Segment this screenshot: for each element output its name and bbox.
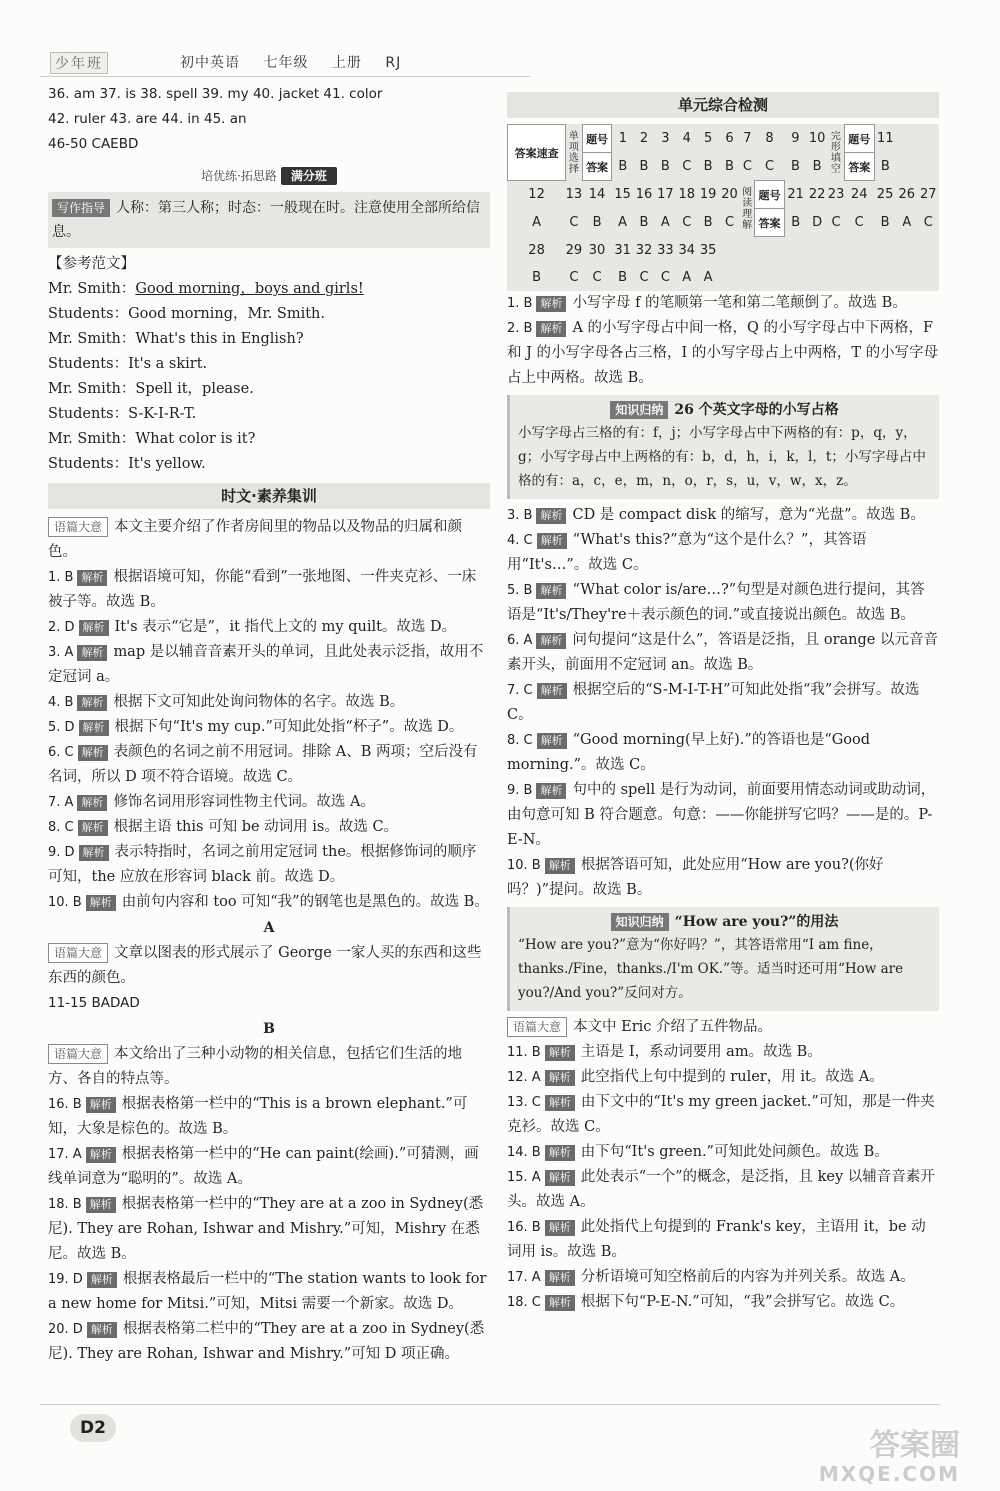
explanation-tag: 解析 <box>77 795 107 811</box>
question-number: 34 <box>678 242 695 258</box>
sample-line: Students：S-K-I-R-T. <box>48 406 197 422</box>
question-number: 8 <box>765 131 774 146</box>
explanation-tag: 解析 <box>545 1170 575 1186</box>
explanation-tag: 解析 <box>77 645 107 661</box>
question-number: 7. C <box>507 683 533 698</box>
explanation-tag: 解析 <box>77 695 107 711</box>
question-number: 30 <box>588 242 606 258</box>
knowledge-box <box>507 395 939 499</box>
explanation-item <box>507 316 939 391</box>
question-number: 2 <box>639 131 649 146</box>
sample-line: Mr. Smith：What's this in English? <box>48 331 304 347</box>
answer-label: 答案 <box>582 153 612 181</box>
main-idea <box>507 1015 939 1040</box>
sample-title: 【参考范文】 <box>48 256 135 272</box>
explanation-tag: 解析 <box>545 858 575 874</box>
page-header <box>40 46 510 80</box>
explanation-text: 根据表格第一栏中的“He can paint(绘画).”可猜测，画线单词意为“聪明的”。故选 A。 <box>48 1146 479 1187</box>
sample-line: Students：It's a skirt. <box>48 356 208 372</box>
explanation-tag: 解析 <box>79 720 109 736</box>
explanation-text: 小写字母 f 的笔顺第一笔和第二笔颠倒了。故选 B。 <box>572 295 907 311</box>
question-number: 31 <box>614 242 631 258</box>
explanation-text: map 是以辅音音素开头的单词，且此处表示泛指，故用不定冠词 a。 <box>48 644 484 685</box>
main-idea-tag: 语篇大意 <box>48 517 108 537</box>
explanations <box>507 1040 939 1315</box>
filler <box>719 237 939 265</box>
watermark: 答案圈 <box>870 1428 960 1463</box>
answer-cell: B <box>725 159 734 174</box>
watermark-url: MXQE.COM <box>818 1462 960 1486</box>
banner <box>48 167 490 184</box>
knowledge-body: 小写字母占三格的有：f，j；小写字母占中下两格的有：p，q，y，g；小写字母占中上两格的有：b，d，h，i，k，l，t；小写字母占中格的有：a，c，e，m，n，o，r，s，u，v，w，x，z。 <box>518 425 926 489</box>
question-number: 14. B <box>507 1145 541 1160</box>
question-number: 10 <box>808 131 826 146</box>
main-idea <box>48 1042 490 1092</box>
sample-list <box>48 302 490 477</box>
explanation-tag: 解析 <box>537 733 567 749</box>
question-number: 25 <box>876 187 894 202</box>
question-number: 10. B <box>48 895 82 910</box>
explanation-tag: 解析 <box>545 1070 575 1086</box>
passage-label: B <box>263 1021 275 1037</box>
question-number: 3. A <box>48 645 74 660</box>
answer-cell: B <box>790 159 800 174</box>
explanation-text: 根据下句“It's my cup.”可知此处指“杯子”。故选 D。 <box>114 719 464 735</box>
edition: RJ <box>385 55 402 71</box>
footer-divider <box>40 1404 940 1405</box>
explanation-tag: 解析 <box>536 296 566 312</box>
answer-cell: B <box>791 215 801 230</box>
explanation-tag: 解析 <box>86 1197 116 1213</box>
main-idea-tag: 语篇大意 <box>48 1044 108 1064</box>
explanation-item <box>507 1040 939 1065</box>
answer-line: 42. ruler 43. are 44. in 45. an <box>48 111 247 127</box>
question-number: 19 <box>699 187 717 202</box>
question-number: 7 <box>743 131 752 146</box>
explanation-item <box>48 815 490 840</box>
question-number: 16. B <box>507 1220 541 1235</box>
question-number: 16. B <box>48 1097 82 1112</box>
answer-cell: B <box>880 159 890 174</box>
question-number: 10. B <box>507 858 541 873</box>
explanation-item <box>48 1317 490 1367</box>
qno-label: 题号 <box>755 181 785 209</box>
brand-logo: 少年班 <box>50 52 108 74</box>
question-number: 1. B <box>48 570 74 585</box>
knowledge-title: 26 个英文字母的小写占格 <box>674 402 839 418</box>
explanation-text: 问句提问“这是什么”，答语是泛指，且 orange 以元音音素开头，前面用不定冠词 an。故选 B。 <box>507 632 938 673</box>
section-title: 单元综合检测 <box>507 92 939 118</box>
question-number: 18. C <box>507 1295 541 1310</box>
explanation-tag: 解析 <box>545 1095 575 1111</box>
explanation-tag: 解析 <box>545 1145 575 1161</box>
question-number: 3 <box>661 131 670 146</box>
section-title: 时文·素养集训 <box>48 483 490 509</box>
explanation-item <box>507 1090 939 1140</box>
question-number: 17. A <box>507 1270 541 1285</box>
answer-cell: A <box>682 270 692 285</box>
answer-line: 36. am 37. is 38. spell 39. my 40. jacket 41. color <box>48 86 383 102</box>
answer-cell: B <box>703 215 713 230</box>
explanation-text: 根据表格第一栏中的“This is a brown elephant.”可知，大象是棕色的。故选 B。 <box>48 1096 468 1137</box>
answer-cell: B <box>703 159 713 174</box>
question-number: 17. A <box>48 1147 82 1162</box>
question-number: 13. C <box>507 1095 541 1110</box>
answer-cell: A <box>618 215 628 230</box>
explanation-item <box>48 890 490 915</box>
explanation-text: 由前句内容和 too 可知“我”的钢笔也是黑色的。故选 B。 <box>121 894 489 910</box>
explanation-tag: 解析 <box>86 895 116 911</box>
main-idea <box>48 515 490 565</box>
question-number: 1 <box>618 131 627 146</box>
explanation-item <box>48 1142 490 1192</box>
knowledge-tag: 知识归纳 <box>611 913 669 931</box>
explanation-tag: 解析 <box>545 1220 575 1236</box>
header-divider <box>40 76 530 77</box>
writing-tag: 写作指导 <box>52 199 110 217</box>
explanation-item <box>48 740 490 790</box>
explanation-text: 此处指代上句提到的 Frank's key，主语用 it，be 动词用 is。故选 B。 <box>507 1219 926 1260</box>
question-number: 2. B <box>507 321 533 336</box>
question-number: 4. B <box>48 695 74 710</box>
explanation-text: “What color is/are…?”句型是对颜色进行提问，其答语是“It's/They're＋表示颜色的词.”或直接说出颜色。故选 B。 <box>507 582 925 623</box>
explanation-item <box>507 1265 939 1290</box>
explanation-tag: 解析 <box>87 1322 117 1338</box>
explanation-text: CD 是 compact disk 的缩写，意为“光盘”。故选 B。 <box>572 507 925 523</box>
question-number: 29 <box>565 242 583 258</box>
answer-cell: D <box>812 215 823 230</box>
answer-cell: B <box>812 159 822 174</box>
answer-cell: B <box>532 270 542 285</box>
explanation-text: 根据下文可知此处询问物体的名字。故选 B。 <box>113 694 405 710</box>
explanation-tag: 解析 <box>78 820 108 836</box>
question-number: 9. B <box>507 783 533 798</box>
question-number: 18. B <box>48 1197 82 1212</box>
main-idea-text: 本文给出了三种小动物的相关信息，包括它们生活的地方、各自的特点等。 <box>48 1046 463 1087</box>
answer-cell: C <box>724 215 735 230</box>
explanation-item <box>507 628 939 678</box>
question-number: 14 <box>588 187 606 203</box>
explanations <box>48 565 490 915</box>
explanation-tag: 解析 <box>545 1270 575 1286</box>
explanation-item <box>48 615 490 640</box>
question-number: 12. A <box>507 1070 541 1085</box>
explanation-text: 表颜色的名词之前不用冠词。排除 A、B 两项；空后没有名词，所以 D 项不符合语境。故选 C。 <box>48 744 478 785</box>
explanation-text: It's 表示“它是”，it 指代上文的 my quilt。故选 D。 <box>114 619 457 635</box>
answer-cell: B <box>660 159 670 174</box>
question-number: 19. D <box>48 1272 83 1287</box>
question-number: 8. C <box>48 820 74 835</box>
question-number: 24 <box>850 187 868 203</box>
main-idea-text: 本文主要介绍了作者房间里的物品以及物品的归属和颜色。 <box>48 519 463 560</box>
question-number: 17 <box>657 187 674 202</box>
explanation-item <box>48 640 490 690</box>
answer-cell: B <box>880 215 890 230</box>
question-number: 5 <box>703 131 713 146</box>
question-number: 21 <box>787 187 804 202</box>
volume: 上册 <box>331 55 362 71</box>
explanation-item <box>48 1267 490 1317</box>
explanation-item <box>507 853 939 903</box>
knowledge-box <box>507 907 939 1011</box>
explanation-tag: 解析 <box>536 321 566 337</box>
answer-cell: C <box>682 159 692 174</box>
question-number: 16 <box>635 187 653 202</box>
explanation-item <box>507 728 939 778</box>
answer-line: 46-50 CAEBD <box>48 136 139 152</box>
sample-line: Students：Good morning，Mr. Smith. <box>48 306 326 322</box>
question-number: 18 <box>678 187 695 202</box>
answer-label: 答案 <box>844 153 874 181</box>
qno-label: 题号 <box>844 125 874 153</box>
explanation-item <box>48 690 490 715</box>
explanation-tag: 解析 <box>79 845 109 861</box>
qno-label: 题号 <box>582 125 612 153</box>
explanation-item <box>48 565 490 615</box>
explanation-text: 分析语境可知空格前后的内容为并列关系。故选 A。 <box>580 1269 915 1285</box>
main-idea-tag: 语篇大意 <box>507 1017 567 1037</box>
question-number: 8. C <box>507 733 533 748</box>
speaker: Mr. Smith： <box>48 281 136 297</box>
explanation-item <box>48 715 490 740</box>
explanation-item <box>507 528 939 578</box>
main-idea-tag: 语篇大意 <box>48 943 108 963</box>
explanation-text: 由下句“It's green.”可知此处问颜色。故选 B。 <box>580 1144 889 1160</box>
page-number: D2 <box>70 1414 116 1442</box>
question-number: 33 <box>657 242 674 258</box>
question-number: 9. D <box>48 845 75 860</box>
explanation-text: 由下文中的“It's my green jacket.”可知，那是一件夹克衫。故选 C。 <box>507 1094 935 1135</box>
sample-line <box>48 277 490 302</box>
explanation-tag: 解析 <box>537 533 567 549</box>
explanation-text: 根据主语 this 可知 be 动词用 is。故选 C。 <box>113 819 399 835</box>
explanation-item <box>48 1192 490 1267</box>
knowledge-body: “How are you?”意为“你好吗？”，其答语常用“I am fine，thanks./Fine，thanks./I'm OK.”等。适当时还可用“How are you?/And you?”反问对方。 <box>518 937 904 1001</box>
question-number: 20. D <box>48 1322 83 1337</box>
answer-cell: C <box>682 215 692 230</box>
banner-text: 培优练·拓思路 <box>201 169 277 183</box>
right-column <box>507 86 939 1315</box>
writing-guide-text: 人称：第三人称；时态：一般现在时。注意使用全部所给信息。 <box>52 200 481 240</box>
answer-cell: C <box>569 270 579 285</box>
sample-text: Good morning，boys and girls! <box>135 281 364 297</box>
filler <box>719 264 939 291</box>
sample-line: Mr. Smith：Spell it，please. <box>48 381 254 397</box>
explanation-item <box>507 778 939 853</box>
explanation-tag: 解析 <box>536 783 566 799</box>
single-choice-label: 单项选择 <box>568 130 579 175</box>
explanation-item <box>48 790 490 815</box>
answer-cell: C <box>854 215 864 230</box>
answer-cell: A <box>660 215 670 230</box>
explanation-text: 主语是 I，系动词要用 am。故选 B。 <box>580 1044 822 1060</box>
answer-cell: C <box>639 270 649 285</box>
main-idea-text: 文章以图表的形式展示了 George 一家人买的东西和这些东西的颜色。 <box>48 945 482 986</box>
explanation-text: “Good morning(早上好).”的答语也是“Good morning.”。故选 C。 <box>507 732 871 773</box>
writing-guide <box>48 192 490 248</box>
question-number: 27 <box>919 187 937 202</box>
question-number: 23 <box>827 187 845 202</box>
question-number: 11. B <box>507 1045 541 1060</box>
sample-line: Students：It's yellow. <box>48 456 206 472</box>
explanation-item <box>507 578 939 628</box>
explanation-item <box>507 291 939 316</box>
question-number: 22 <box>808 187 826 202</box>
answer-cell: C <box>764 158 775 174</box>
answer-cell: A <box>532 215 542 230</box>
question-number: 7. A <box>48 795 74 810</box>
question-number: 15 <box>614 187 631 202</box>
question-number: 6 <box>725 131 734 146</box>
answer-cell: C <box>923 215 933 230</box>
explanation-item <box>48 1092 490 1142</box>
question-number: 20 <box>721 187 738 202</box>
explanation-text: A 的小写字母占中间一格，Q 的小写字母占中下两格，F 和 J 的小写字母各占三格，I 的小写字母占上中两格，T 的小写字母占上中两格。故选 B。 <box>507 320 939 386</box>
explanations <box>507 291 939 391</box>
question-number: 4 <box>682 131 691 146</box>
question-number: 5. D <box>48 720 75 735</box>
main-idea-text: 本文中 Eric 介绍了五件物品。 <box>573 1019 773 1035</box>
question-number: 1. B <box>507 296 533 311</box>
answer-cell: B <box>592 215 602 230</box>
question-number: 12 <box>528 187 545 203</box>
question-number: 13 <box>565 187 583 202</box>
explanation-text: 根据下句“P-E-N.”可知，“我”会拼写它。故选 C。 <box>580 1294 905 1310</box>
answer-cell: C <box>660 270 670 285</box>
explanation-tag: 解析 <box>78 745 108 761</box>
header-info <box>180 52 419 72</box>
answer-line: 11-15 BADAD <box>48 995 140 1011</box>
knowledge-tag: 知识归纳 <box>610 401 668 419</box>
question-number: 3. B <box>507 508 533 523</box>
explanation-text: 根据语境可知，你能“看到”一张地图、一件夹克衫、一床被子等。故选 B。 <box>48 569 477 610</box>
question-number: 11 <box>877 131 894 146</box>
explanation-text: 根据表格最后一栏中的“The station wants to look for a new home for Mitsi.”可知，Mitsi 需要一个新家。故选 D。 <box>48 1271 487 1312</box>
answer-cell: C <box>569 215 579 230</box>
explanation-tag: 解析 <box>87 1272 117 1288</box>
explanation-item <box>48 840 490 890</box>
banner-tag: 满分班 <box>281 167 337 185</box>
explanation-text: 此空指代上句中提到的 ruler，用 it。故选 A。 <box>580 1069 884 1085</box>
explanation-text: 句中的 spell 是行为动词，前面要用情态动词或助动词，由句意可知 B 符合题意。句意：——你能拼写它吗？——是的。P-E-N。 <box>507 782 936 848</box>
question-number: 2. D <box>48 620 75 635</box>
answer-label: 答案 <box>755 209 785 237</box>
explanation-text: 此处表示“一个”的概念，是泛指，且 key 以辅音音素开头。故选 A。 <box>507 1169 935 1210</box>
subject: 初中英语 <box>180 55 240 71</box>
explanation-item <box>507 1165 939 1215</box>
answer-cell: B <box>618 159 628 174</box>
explanation-tag: 解析 <box>536 508 566 524</box>
explanation-item <box>507 678 939 728</box>
answer-cell: A <box>902 215 912 230</box>
grade: 七年级 <box>263 55 309 71</box>
explanation-text: “What's this?”意为“这个是什么？”，其答语用“It's…”。故选 C。 <box>507 532 867 573</box>
explanation-tag: 解析 <box>545 1045 575 1061</box>
question-number: 4. C <box>507 533 533 548</box>
reading-label: 阅读理解 <box>742 186 753 231</box>
answer-cell: B <box>639 159 649 174</box>
explanation-tag: 解析 <box>536 583 566 599</box>
answer-cell: B <box>639 215 649 230</box>
explanation-text: 根据答语可知，此处应用“How are you?(你好吗？)”提问。故选 B。 <box>507 857 884 898</box>
explanation-item <box>507 1065 939 1090</box>
answer-lookup-label: 答案速查 <box>508 125 566 181</box>
explanation-tag: 解析 <box>536 633 566 649</box>
explanation-tag: 解析 <box>86 1147 116 1163</box>
question-number: 32 <box>635 242 653 258</box>
explanation-item <box>507 1290 939 1315</box>
explanation-text: 表示特指时，名词之前用定冠词 the。根据修饰词的顺序可知，the 应放在形容词 black 前。故选 D。 <box>48 844 477 885</box>
question-number: 26 <box>898 187 916 202</box>
explanation-item <box>507 1215 939 1265</box>
explanation-tag: 解析 <box>79 620 109 636</box>
answer-cell: C <box>742 159 752 174</box>
answer-table <box>507 124 939 291</box>
question-number: 9 <box>791 131 800 146</box>
explanation-tag: 解析 <box>537 683 567 699</box>
passage-label: A <box>263 920 275 936</box>
explanations <box>48 1092 490 1367</box>
question-number: 15. A <box>507 1170 541 1185</box>
left-column <box>48 82 490 1367</box>
explanation-text: 根据表格第一栏中的“They are at a zoo in Sydney(悉尼). They are Rohan, Ishwar and Mishry.”可知，Mishry 在悉尼。故选 B。 <box>48 1196 484 1262</box>
explanations <box>507 503 939 903</box>
answer-cell: C <box>831 215 841 230</box>
question-number: 28 <box>528 242 545 258</box>
explanation-text: 根据空后的“S-M-I-T-H”可知此处指“我”会拼写。故选 C。 <box>507 682 920 723</box>
answer-cell: C <box>592 270 602 285</box>
explanation-item <box>507 503 939 528</box>
sample-line: Mr. Smith：What color is it? <box>48 431 256 447</box>
knowledge-title: “How are you?”的用法 <box>674 914 839 930</box>
answer-cell: A <box>703 270 713 285</box>
explanation-text: 修饰名词用形容词性物主代词。故选 A。 <box>113 794 376 810</box>
explanation-item <box>507 1140 939 1165</box>
main-idea <box>48 941 490 991</box>
question-number: 6. A <box>507 633 533 648</box>
explanation-tag: 解析 <box>86 1097 116 1113</box>
question-number: 6. C <box>48 745 74 760</box>
cloze-label: 完形填空 <box>830 130 841 175</box>
explanation-tag: 解析 <box>545 1295 575 1311</box>
explanation-tag: 解析 <box>77 570 107 586</box>
explanation-text: 根据表格第二栏中的“They are at a zoo in Sydney(悉尼). They are Rohan, Ishwar and Mishry.”可知 D 项正确。 <box>48 1321 485 1362</box>
question-number: 5. B <box>507 583 533 598</box>
answer-cell: B <box>618 270 628 285</box>
question-number: 35 <box>699 242 717 258</box>
